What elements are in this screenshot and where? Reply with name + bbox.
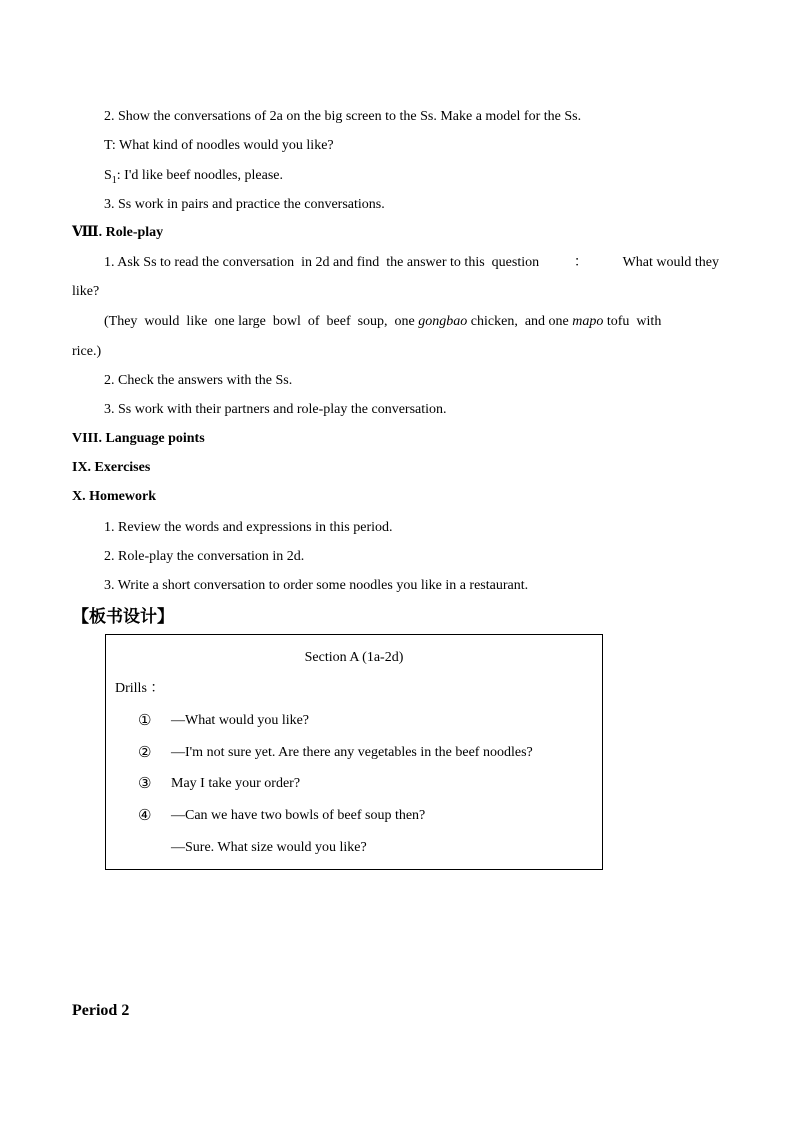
role-play-answer: [104, 313, 719, 331]
heading-language-points: VIII. Language points: [72, 431, 205, 446]
heading-exercises: IX. Exercises: [72, 460, 151, 475]
role-play-step-1-end: like?: [72, 284, 100, 299]
student-prefix: S: [104, 168, 112, 183]
drill-text-4: —Can we have two bowls of beef soup then?: [171, 808, 426, 823]
drill-text-3: May I take your order?: [171, 776, 301, 791]
role-play-step-1-part-b: What would they: [622, 255, 719, 270]
role-play-answer-end: rice.): [72, 344, 102, 359]
homework-item-1: 1. Review the words and expressions in this period.: [104, 520, 393, 535]
period-2-heading: Period 2: [72, 1002, 130, 1019]
student-subscript: 1: [111, 174, 117, 186]
answer-part-1: (They would like one large bowl of beef soup, one: [104, 314, 419, 329]
step-3-text: 3. Ss work in pairs and practice the conversations.: [104, 197, 385, 212]
answer-gongbao: gongbao: [418, 314, 468, 329]
homework-item-2: 2. Role-play the conversation in 2d.: [104, 549, 305, 564]
student-answer-text: : I'd like beef noodles, please.: [116, 168, 283, 183]
drill-text-4-reply: —Sure. What size would you like?: [171, 840, 367, 855]
role-play-step-2: 2. Check the answers with the Ss.: [104, 373, 293, 388]
answer-mapo: mapo: [572, 314, 604, 329]
teacher-question: T: What kind of noodles would you like?: [104, 138, 334, 153]
drill-number-4: ④: [138, 806, 152, 824]
answer-part-5: tofu with: [603, 314, 662, 329]
heading-role-play: Ⅷ. Role-play: [72, 225, 164, 240]
role-play-step-1: [104, 254, 719, 272]
drill-number-1: ①: [138, 711, 152, 729]
board-title: Section A (1a-2d): [304, 650, 404, 665]
drill-number-2: ②: [138, 743, 152, 761]
drill-text-1: —What would you like?: [171, 713, 310, 728]
role-play-step-1-part-a: 1. Ask Ss to read the conversation in 2d and find the answer to this question: [104, 255, 540, 270]
student-answer: [104, 167, 283, 190]
heading-homework: X. Homework: [72, 489, 156, 504]
answer-part-3: chicken, and one: [467, 314, 573, 329]
role-play-step-3: 3. Ss work with their partners and role-play the conversation.: [104, 402, 447, 417]
board-design-heading: 【板书设计】: [72, 607, 174, 627]
step-2-text: 2. Show the conversations of 2a on the big screen to the Ss. Make a model for the Ss.: [104, 109, 582, 124]
role-play-step-1-colon: ：: [573, 255, 588, 270]
drill-text-2: —I'm not sure yet. Are there any vegetables in the beef noodles?: [171, 745, 533, 760]
drill-number-3: ③: [138, 774, 152, 792]
board-design-box: [105, 634, 603, 870]
homework-item-3: 3. Write a short conversation to order some noodles you like in a restaurant.: [104, 578, 529, 593]
drills-label: Drills ：: [115, 681, 165, 696]
